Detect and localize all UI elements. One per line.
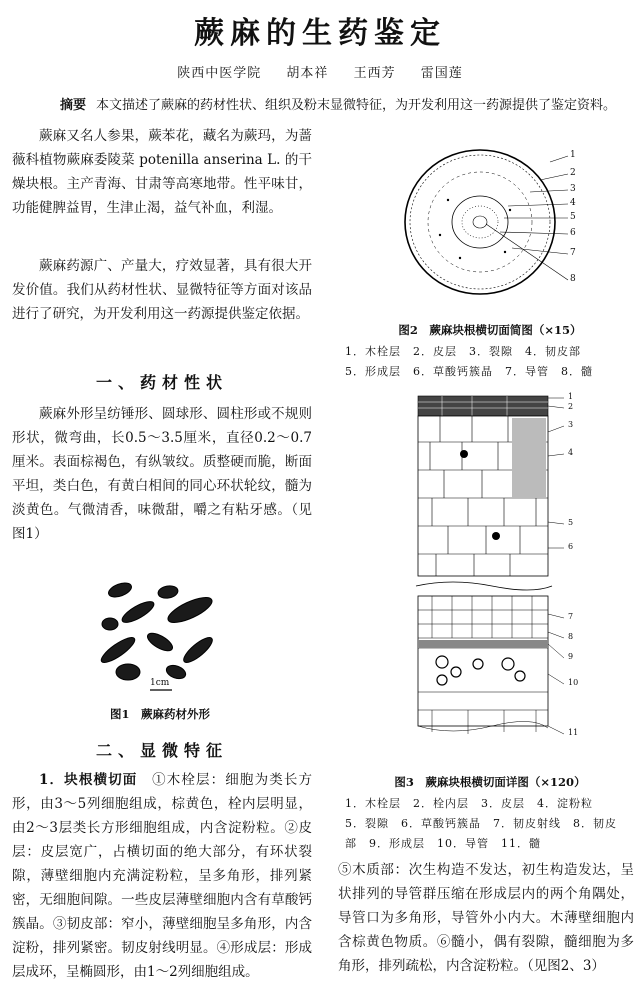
intro-paragraph-2: 蕨麻药源广、产量大，疗效显著，具有很大开发价值。我们从药材性状、显微特征等方面对该品进行了研究，为开发利用这一药源提供鉴定依据。: [12, 258, 312, 322]
section2-body: ①木栓层：细胞为类长方形，由3～5列细胞组成，棕黄色，栓内层明显，由2～3层类长方形细胞组成，内含淀粉粒。②皮层：皮层宽广，占横切面的绝大部分，有环状裂隙，薄壁细胞内充满淀粉粒，呈多角形，排列紧密，无细胞间隙。一些皮层薄壁细胞内含有草酸钙簇晶。③韧皮部：窄小，薄壁细胞呈多角形，内含淀粉，排列紧密。韧皮射线明显。④形成层：形成层成环，呈椭圆形，由1～2列细胞组成。: [12, 772, 313, 980]
fig3-label: 2: [568, 402, 574, 411]
fig3-label: 10: [568, 678, 579, 687]
fig3-label: 11: [568, 728, 579, 737]
fig2-label: 1: [570, 150, 576, 160]
scale-bar-label: 1cm: [150, 678, 170, 688]
fig2-label: 5: [570, 212, 576, 222]
fig3-label: 8: [568, 632, 574, 641]
subsection-heading: 1．块根横切面: [39, 772, 138, 788]
fig2-label: 3: [570, 184, 576, 194]
tissue-detail-drawing: [412, 392, 582, 764]
section1-text: 蕨麻外形呈纺锤形、圆球形、圆柱形或不规则形状，微弯曲，长0.5～3.5厘米，直径0.2～0.7厘米。表面棕褐色，有纵皱纹。质整硬而脆，断面平坦，类白色，有黄白相间的同心环状轮纹，髓为淡黄色。气微清香，味微甜，嚼之有粘牙感。（见图1）: [12, 406, 312, 542]
fig3-label: 9: [568, 652, 574, 661]
author-line: [0, 62, 640, 81]
fig3-label: 7: [568, 612, 574, 621]
abstract-text: 本文描述了蕨麻的药材性状、组织及粉末显微特征，为开发利用这一药源提供了鉴定资料。: [96, 98, 617, 113]
fig2-label: 2: [570, 168, 576, 178]
fig3-label: 3: [568, 420, 574, 429]
fig2-label: 6: [570, 228, 576, 238]
fig2-label: 8: [570, 274, 576, 284]
fig3-label: 1: [568, 392, 574, 401]
legend-line: 1．木栓层 2．皮层 3．裂隙 4．韧皮部: [345, 345, 581, 358]
intro-paragraph-1: 蕨麻又名人参果，蕨苯花，藏名为蕨玛，为蔷薇科植物蕨麻委陵菜 potenilla anserina L. 的干燥块根。主产青海、甘肃等高寒地带。性平味甘，功能健脾益胃，生津止渴，益气补血，利湿。: [12, 128, 312, 216]
figure-1-caption: 图1 蕨麻药材外形: [109, 707, 210, 721]
affiliation: 陕西中医学院: [177, 66, 262, 81]
section-heading-2: 二、显微特征: [95, 741, 228, 760]
cross-section-diagram: [400, 140, 580, 305]
legend-line: 5．形成层 6．草酸钙簇晶 7．导管 8．髓: [345, 365, 593, 378]
legend-line: 1．木栓层 2．栓内层 3．皮层 4．淀粉粒: [345, 797, 593, 810]
legend-line: 5．裂隙 6．草酸钙簇晶 7．韧皮射线 8．韧皮: [345, 817, 617, 830]
fig2-label: 7: [570, 248, 576, 258]
figure-3: [412, 392, 582, 764]
figure-1: [90, 572, 230, 700]
abstract-label: 摘要: [60, 98, 87, 113]
figure-3-legend: [345, 794, 635, 854]
author-name: 雷国莲: [420, 66, 463, 81]
fig3-label: 4: [568, 448, 574, 457]
figure-2-caption: 图2 蕨麻块根横切面简图（×15）: [398, 323, 582, 337]
author-name: 胡本祥: [286, 66, 329, 81]
author-name: 王西芳: [353, 66, 396, 81]
figure-3-caption: 图3 蕨麻块根横切面详图（×120）: [394, 775, 586, 789]
paper-title: 蕨麻的生药鉴定: [194, 16, 446, 51]
legend-line: 部 9．形成层 10．导管 11．髓: [345, 837, 541, 850]
figure-2: [400, 140, 580, 305]
fig2-label: 4: [570, 198, 576, 208]
fig3-label: 5: [568, 518, 574, 527]
continuation-text: ⑤木质部：次生构造不发达，初生构造发达，呈状排列的导管群压缩在形成层内的两个角隅处，导管口为多角形，导管外小内大。木薄壁细胞内含棕黄色物质。⑥髓小，偶有裂隙，髓细胞为多角形，排列疏松，内含淀粉粒。（见图2、3）: [338, 862, 634, 974]
section2-text: [12, 768, 312, 984]
fig3-label: 6: [568, 542, 574, 551]
section-heading-1: 一、药材性状: [95, 373, 228, 392]
abstract: [60, 96, 620, 116]
figure-2-legend: [345, 342, 635, 382]
